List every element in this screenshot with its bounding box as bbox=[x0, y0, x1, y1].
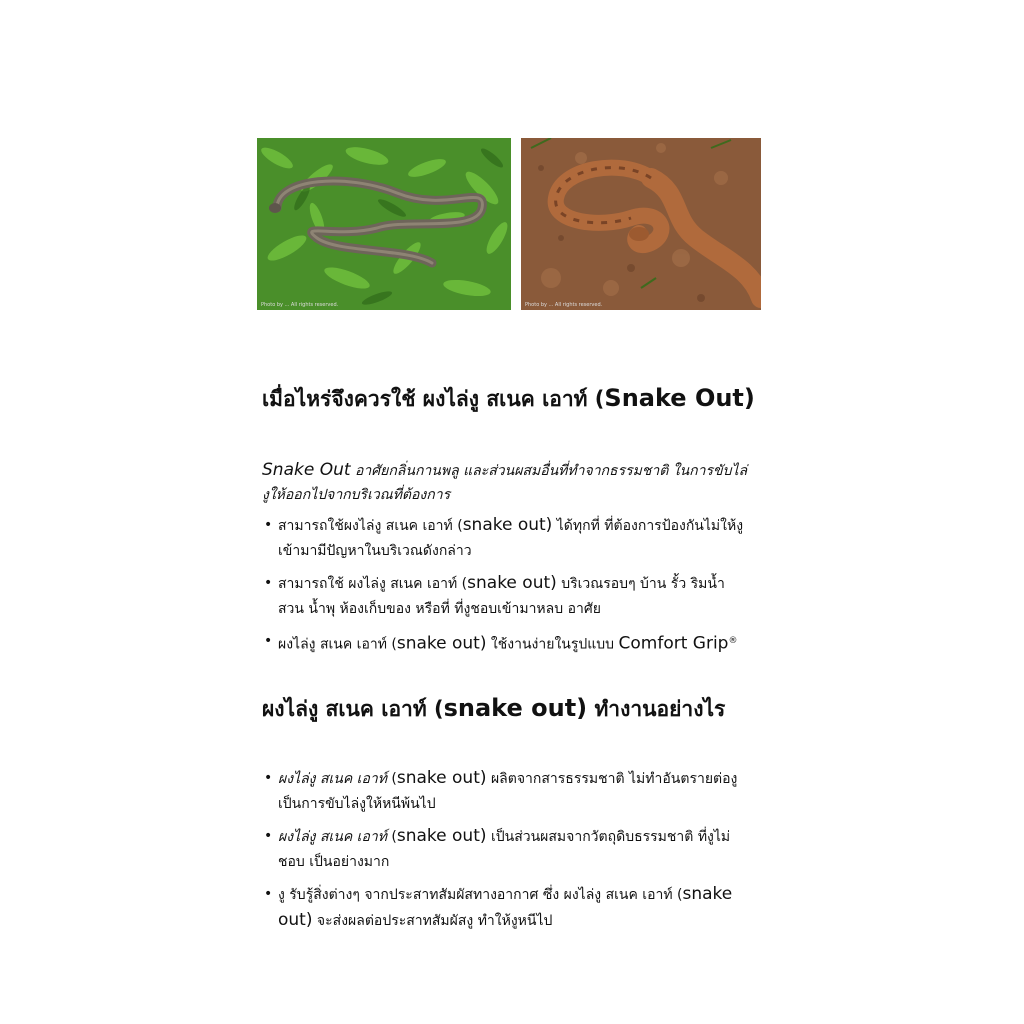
bullet-brand-text: snake out) bbox=[462, 515, 553, 535]
heading-thai-text: ผงไล่งู สเนค เอาท์ ( bbox=[262, 697, 444, 721]
heading-thai-text: เมื่อไหร่จึงควรใช้ ผงไล่งู สเนค เอาท์ ( bbox=[262, 387, 605, 411]
bullet-brand-text: snake out) bbox=[396, 633, 487, 654]
list-item bbox=[262, 824, 752, 875]
intro-paragraph bbox=[262, 458, 752, 507]
bullet-icon: • bbox=[264, 770, 273, 786]
bullet-text: เป็นส่วนผสมจากวัตถุดิบธรรมชาติ ที่งูไม่ชอบ เป็นอย่างมาก bbox=[278, 829, 731, 870]
bullet-text: ใช้งานง่ายในรูปแบบ bbox=[486, 636, 619, 653]
bullet-italic-text: ผงไล่งู สเนค เอาท์ bbox=[278, 771, 387, 787]
bullet-brand-text: snake out) bbox=[396, 768, 487, 788]
bullet-text: ผงไล่งู สเนค เอาท์ ( bbox=[278, 636, 397, 653]
list-item bbox=[262, 513, 752, 564]
snake-on-soil-photo bbox=[521, 138, 761, 310]
bullet-brand-text: snake out) bbox=[467, 573, 557, 593]
bullet-text: สามารถใช้ ผงไล่งู สเนค เอาท์ ( bbox=[278, 576, 468, 592]
photo-caption: Photo by ... All rights reserved. bbox=[525, 302, 603, 308]
heading-thai-text: ทำงานอย่างไร bbox=[587, 697, 726, 721]
bullet-text: บริเวณรอบๆ บ้าน รั้ว ริมน้ำ สวน น้ำพุ ห้องเก็บของ หรือที่ ที่งูชอบเข้ามาหลบ อาศัย bbox=[278, 576, 725, 617]
bullet-brand-text: snake out) bbox=[278, 884, 733, 930]
usage-bullet-list bbox=[262, 513, 752, 658]
bullet-text: ผลิตจากสารธรรมชาติ ไม่ทำอันตรายต่องู เป็นการขับไล่งูให้หนีพ้นไป bbox=[278, 771, 738, 812]
list-item bbox=[262, 629, 752, 658]
bullet-icon: • bbox=[264, 886, 273, 902]
intro-body-text: อาศัยกลิ่นกานพลู และส่วนผสมอื่นที่ทำจากธรรมชาติ ในการขับไล่งูให้ออกไปจากบริเวณที่ต้องการ bbox=[262, 463, 748, 503]
bullet-icon: • bbox=[264, 633, 273, 649]
list-item bbox=[262, 571, 752, 622]
heading-english-text: snake out) bbox=[443, 694, 588, 722]
registered-mark: ® bbox=[728, 636, 738, 646]
bullet-text: ( bbox=[386, 829, 397, 845]
snake-on-grass-photo bbox=[257, 138, 511, 310]
how-it-works-bullet-list bbox=[262, 766, 752, 934]
bullet-text: ได้ทุกที่ ที่ต้องการป้องกันไม่ให้งูเข้ามามีปัญหาในบริเวณดังกล่าว bbox=[278, 518, 744, 559]
bullet-text: จะส่งผลต่อประสาทสัมผัสงู ทำให้งูหนีไป bbox=[312, 913, 553, 929]
section-heading-when-to-use bbox=[262, 383, 762, 416]
section-heading-how-it-works bbox=[262, 693, 762, 726]
intro-brand-text: Snake Out bbox=[262, 460, 351, 480]
comfort-grip-text: Comfort Grip bbox=[618, 633, 729, 654]
bullet-text: งู รับรู้สิ่งต่างๆ จากประสาทสัมผัสทางอากาศ ซึ่ง ผงไล่งู สเนค เอาท์ ( bbox=[278, 887, 683, 903]
heading-english-text: Snake Out) bbox=[604, 384, 755, 412]
list-item bbox=[262, 882, 752, 934]
bullet-brand-text: snake out) bbox=[396, 826, 487, 846]
photo-caption: Photo by ... All rights reserved. bbox=[261, 302, 339, 308]
bullet-text: ( bbox=[386, 771, 397, 787]
bullet-text: สามารถใช้ผงไล่งู สเนค เอาท์ ( bbox=[278, 518, 463, 534]
bullet-icon: • bbox=[264, 828, 273, 844]
bullet-icon: • bbox=[264, 517, 273, 533]
list-item bbox=[262, 766, 752, 817]
bullet-italic-text: ผงไล่งู สเนค เอาท์ bbox=[278, 829, 387, 845]
bullet-icon: • bbox=[264, 575, 273, 591]
